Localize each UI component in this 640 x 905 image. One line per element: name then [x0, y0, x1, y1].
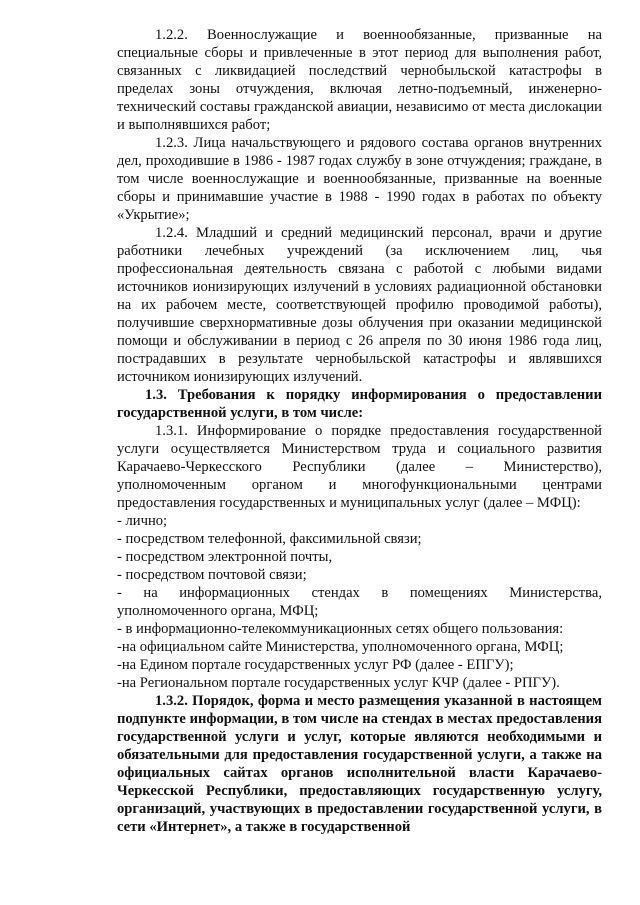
list-item: - посредством почтовой связи;	[117, 567, 307, 583]
information-channels-list	[117, 512, 602, 692]
list-item: - посредством телефонной, факсимильной связи;	[117, 531, 422, 547]
list-item: -на Региональном портале государственных услуг КЧР (далее - РПГУ).	[117, 675, 560, 691]
paragraph-1-2-4: 1.2.4. Младший и средний медицинский персонал, врачи и другие работники лечебных учреждений (за исключением лиц, чья профессиональная деятельность связана с работой с любыми видами источников ионизирующих излучений в условиях радиационной обстановки на их рабочем месте, соответствующей профилю проводимой работы), получившие сверхнормативные дозы облучения при оказании медицинской помощи и обслуживании в период с 26 апреля по 30 июня 1986 года лиц, пострадавших в результате чернобыльской катастрофы и являвшихся источником ионизирующих излучений.	[117, 225, 602, 385]
paragraph-1-2-2: 1.2.2. Военнослужащие и военнообязанные, призванные на специальные сборы и привлеченные в этот период для выполнения работ, связанных с ликвидацией последствий чернобыльской катастрофы в пределах зоны отчуждения, включая летно-подъемный, инженерно-технический составы гражданской авиации, независимо от места дислокации и выполнявшихся работ;	[117, 27, 602, 133]
list-item: - посредством электронной почты,	[117, 549, 333, 565]
list-item: - лично;	[117, 513, 168, 529]
heading-1-3-2: 1.3.2. Порядок, форма и место размещения указанной в настоящем подпункте информации, в том числе на стендах в местах предоставления государственной услуги и услуг, которые являются необходимыми и обязательными для предоставления государственной услуги, а также на официальных сайтах органов исполнительной власти Карачаево-Черкесской Республики, предоставляющих государственную услугу, организаций, участвующих в предоставлении государственной услуги, в сети «Интернет», а также в государственной	[117, 693, 602, 835]
paragraph-1-3-1: 1.3.1. Информирование о порядке предоставления государственной услуги осуществляется Министерством труда и социального развития Карачаево-Черкесского Республики (далее – Министерство), уполномоченным органом и многофункциональными центрами предоставления государственных и муниципальных услуг (далее – МФЦ):	[117, 423, 602, 511]
list-item: - в информационно-телекоммуникационных сетях общего пользования:	[117, 621, 564, 637]
list-item: - на информационных стендах в помещениях Министерства, уполномоченного органа, МФЦ;	[117, 585, 602, 619]
list-item: -на официальном сайте Министерства, уполномоченного органа, МФЦ;	[117, 639, 564, 655]
heading-1-3: 1.3. Требования к порядку информирования о предоставлении государственной услуги, в том числе:	[117, 387, 602, 421]
paragraph-1-2-3: 1.2.3. Лица начальствующего и рядового состава органов внутренних дел, проходившие в 1986 - 1987 годах службу в зоне отчуждения; граждане, в том числе военнослужащие и военнообязанные, призванные на военные сборы и принимавшие участие в 1988 - 1990 годах в работах по объекту «Укрытие»;	[117, 135, 602, 223]
list-item: -на Едином портале государственных услуг РФ (далее - ЕПГУ);	[117, 657, 514, 673]
